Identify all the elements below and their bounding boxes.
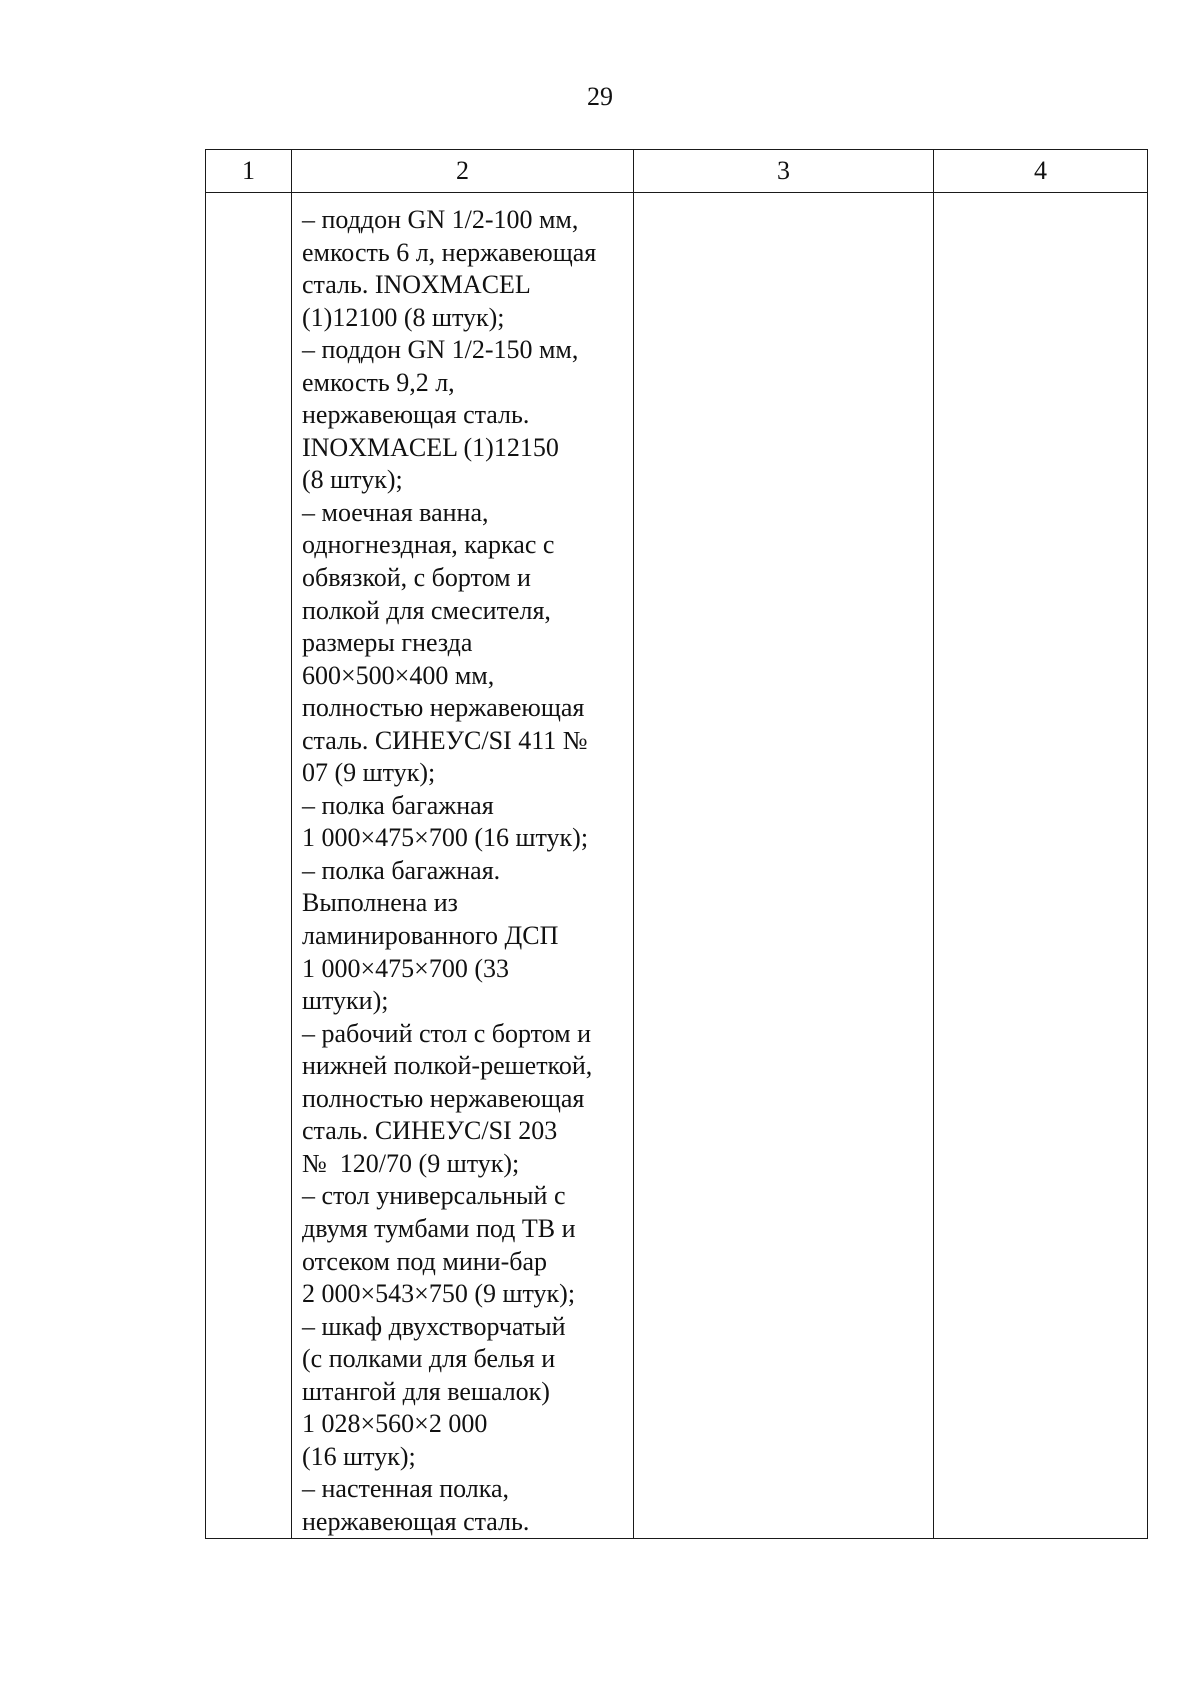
cell-col-2: [292, 193, 634, 1539]
item-text-line: 07 (9 штук);: [302, 758, 436, 788]
item-text-line: полностью нержавеющая: [302, 1083, 585, 1113]
item-text-line: – рабочий стол с бортом и: [302, 1018, 592, 1048]
item-list: [292, 193, 633, 1538]
item-text-line: № 120/70 (9 штук);: [302, 1148, 520, 1178]
item-text-line: – полка багажная.: [302, 855, 501, 885]
item-text-line: INOXMACEL (1)12150: [302, 432, 559, 462]
item-text-line: – настенная полка,: [302, 1474, 510, 1504]
cell-col-4: [934, 193, 1148, 1539]
item-text-line: штуки);: [302, 986, 389, 1016]
item-text-line: сталь. СИНЕУС/SI 203: [302, 1116, 558, 1146]
item-text-line: двумя тумбами под ТВ и: [302, 1213, 576, 1243]
item-text-line: нержавеющая сталь.: [302, 1506, 530, 1536]
item-text-line: (с полками для белья и: [302, 1344, 556, 1374]
column-header-4: 4: [934, 150, 1148, 193]
item-text-line: обвязкой, с бортом и: [302, 563, 531, 593]
column-header-1: 1: [206, 150, 292, 193]
table-row: [206, 193, 1148, 1539]
item-text-line: сталь. СИНЕУС/SI 411 №: [302, 725, 588, 755]
item-text-line: полкой для смесителя,: [302, 595, 551, 625]
item-text-line: 1 000×475×700 (33: [302, 953, 509, 983]
item-text-line: – моечная ванна,: [302, 497, 489, 527]
item-text-line: – стол универсальный с: [302, 1181, 566, 1211]
column-header-2: 2: [292, 150, 634, 193]
specification-table: [205, 149, 1148, 1539]
item-text-line: (16 штук);: [302, 1441, 416, 1471]
item-text-line: 1 000×475×700 (16 штук);: [302, 823, 589, 853]
page-number: 29: [587, 82, 613, 111]
item-text-line: – поддон GN 1/2-150 мм,: [302, 335, 579, 365]
item-text-line: – шкаф двухстворчатый: [302, 1311, 566, 1341]
item-text-line: отсеком под мини-бар: [302, 1246, 548, 1276]
item-text-line: ламинированного ДСП: [302, 921, 559, 951]
item-text-line: сталь. INOXMACEL: [302, 270, 531, 300]
column-header-3: 3: [634, 150, 934, 193]
item-text-line: 2 000×543×750 (9 штук);: [302, 1279, 576, 1309]
item-text-line: одногнездная, каркас с: [302, 530, 555, 560]
item-text-line: (8 штук);: [302, 465, 403, 495]
item-text-line: Выполнена из: [302, 888, 458, 918]
cell-col-1: [206, 193, 292, 1539]
item-text-line: емкость 9,2 л,: [302, 367, 455, 397]
item-text-line: – поддон GN 1/2-100 мм,: [302, 205, 579, 234]
item-text-line: (1)12100 (8 штук);: [302, 302, 505, 332]
item-text-line: нержавеющая сталь.: [302, 400, 530, 430]
table-header: [206, 150, 1148, 193]
cell-col-3: [634, 193, 934, 1539]
item-text-line: емкость 6 л, нержавеющая: [302, 237, 597, 267]
item-text-line: 600×500×400 мм,: [302, 660, 495, 690]
item-text-line: размеры гнезда: [302, 628, 473, 658]
item-text-line: нижней полкой-решеткой,: [302, 1051, 593, 1081]
header-row: [206, 150, 1148, 193]
item-text-line: – полка багажная: [302, 790, 494, 820]
item-text-line: штангой для вешалок): [302, 1376, 550, 1406]
item-text-line: полностью нержавеющая: [302, 693, 585, 723]
item-text-line: 1 028×560×2 000: [302, 1409, 488, 1439]
table-body: [206, 193, 1148, 1539]
